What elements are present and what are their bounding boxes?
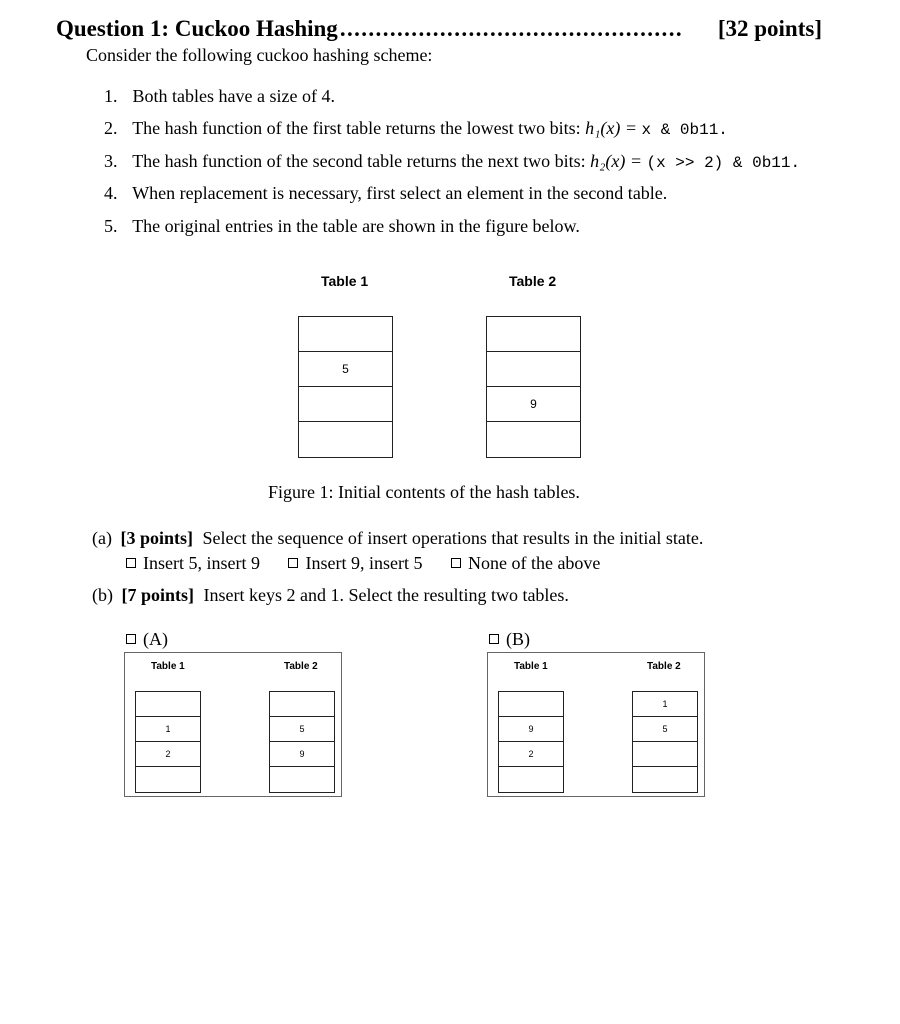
table-cell: 2	[136, 742, 200, 767]
table-cell	[299, 422, 392, 457]
option-a-label: (A)	[143, 629, 168, 649]
option-b-choice[interactable]	[489, 629, 530, 650]
figure-caption: Figure 1: Initial contents of the hash tables.	[268, 482, 580, 502]
option-label: None of the above	[467, 553, 601, 573]
table-cell	[499, 767, 563, 792]
option-label: Insert 9, insert 5	[305, 553, 423, 573]
item-text: When replacement is necessary, first select an element in the second table.	[132, 183, 668, 203]
table-cell	[487, 422, 580, 457]
checkbox-icon[interactable]	[288, 558, 298, 568]
option-insert-5-then-9[interactable]	[126, 553, 260, 573]
option-a-table1	[135, 691, 201, 793]
table-cell	[270, 767, 334, 792]
table-cell: 5	[299, 352, 392, 387]
part-b-question	[92, 585, 569, 606]
table-cell	[487, 317, 580, 352]
option-a-choice[interactable]	[126, 629, 168, 650]
table-cell	[136, 767, 200, 792]
part-a-options	[126, 553, 600, 574]
question-title: Question 1: Cuckoo Hashing	[56, 16, 338, 41]
option-a-figure	[124, 652, 342, 797]
item-text: Both tables have a size of 4.	[132, 86, 335, 106]
option-b-label: (B)	[506, 629, 530, 649]
scheme-item-4	[104, 183, 667, 204]
part-b-points: [7 points]	[121, 585, 195, 605]
part-b-text: Insert keys 2 and 1. Select the resulting two tables.	[203, 585, 569, 605]
part-a-label: (a)	[92, 528, 112, 548]
table-cell: 9	[499, 717, 563, 742]
item-number: 5.	[104, 216, 118, 236]
item-number: 4.	[104, 183, 118, 203]
checkbox-icon[interactable]	[451, 558, 461, 568]
table-cell: 9	[487, 387, 580, 422]
table-cell: 1	[633, 692, 697, 717]
table-cell	[270, 692, 334, 717]
part-b-label: (b)	[92, 585, 113, 605]
option-b-table2-title: Table 2	[647, 661, 681, 672]
table-cell: 2	[499, 742, 563, 767]
scheme-item-3	[104, 151, 800, 172]
question-points: [32 points]	[717, 16, 822, 41]
figure-table1-title: Table 1	[321, 273, 369, 289]
scheme-item-5	[104, 216, 580, 237]
table-cell: 5	[270, 717, 334, 742]
option-b-table1	[498, 691, 564, 793]
table-cell: 9	[270, 742, 334, 767]
table-cell	[299, 317, 392, 352]
item-text: The original entries in the table are shown in the figure below.	[132, 216, 580, 236]
part-a-points: [3 points]	[120, 528, 193, 548]
part-a-question	[92, 528, 703, 549]
figure-table2	[486, 316, 581, 458]
table-cell	[633, 767, 697, 792]
option-a-table2	[269, 691, 335, 793]
table-cell	[136, 692, 200, 717]
figure-table2-title: Table 2	[509, 273, 557, 289]
option-a-table2-title: Table 2	[284, 661, 318, 672]
checkbox-icon[interactable]	[126, 558, 136, 568]
table-cell	[487, 352, 580, 387]
option-none-of-above[interactable]	[451, 553, 600, 573]
option-b-table2	[632, 691, 698, 793]
item-number: 2.	[104, 118, 118, 138]
checkbox-icon[interactable]	[489, 634, 499, 644]
intro-text: Consider the following cuckoo hashing scheme:	[86, 45, 433, 65]
item-number: 1.	[104, 86, 118, 106]
item-text: The hash function of the second table returns the next two bits:	[132, 151, 591, 171]
option-label: Insert 5, insert 9	[143, 553, 260, 573]
question-header	[56, 16, 822, 46]
option-insert-9-then-5[interactable]	[288, 553, 422, 573]
scheme-item-2	[104, 118, 728, 139]
option-b-figure	[487, 652, 705, 797]
table-cell	[633, 742, 697, 767]
part-a-text: Select the sequence of insert operations that results in the initial state.	[202, 528, 704, 548]
hash-code: x & 0b11.	[641, 121, 728, 139]
item-number: 3.	[104, 151, 118, 171]
item-text: The hash function of the first table returns the lowest two bits:	[132, 118, 586, 138]
hash-code: (x >> 2) & 0b11.	[646, 154, 801, 172]
option-b-table1-title: Table 1	[514, 661, 548, 672]
table-cell: 5	[633, 717, 697, 742]
scheme-item-1	[104, 86, 335, 107]
option-a-table1-title: Table 1	[151, 661, 185, 672]
hash-formula: h₂(x) =	[590, 151, 647, 171]
table-cell: 1	[136, 717, 200, 742]
hash-formula: h₁(x) =	[585, 118, 642, 138]
checkbox-icon[interactable]	[126, 634, 136, 644]
figure-table1	[298, 316, 393, 458]
table-cell	[499, 692, 563, 717]
leader-dots: ................................................	[339, 16, 684, 41]
table-cell	[299, 387, 392, 422]
